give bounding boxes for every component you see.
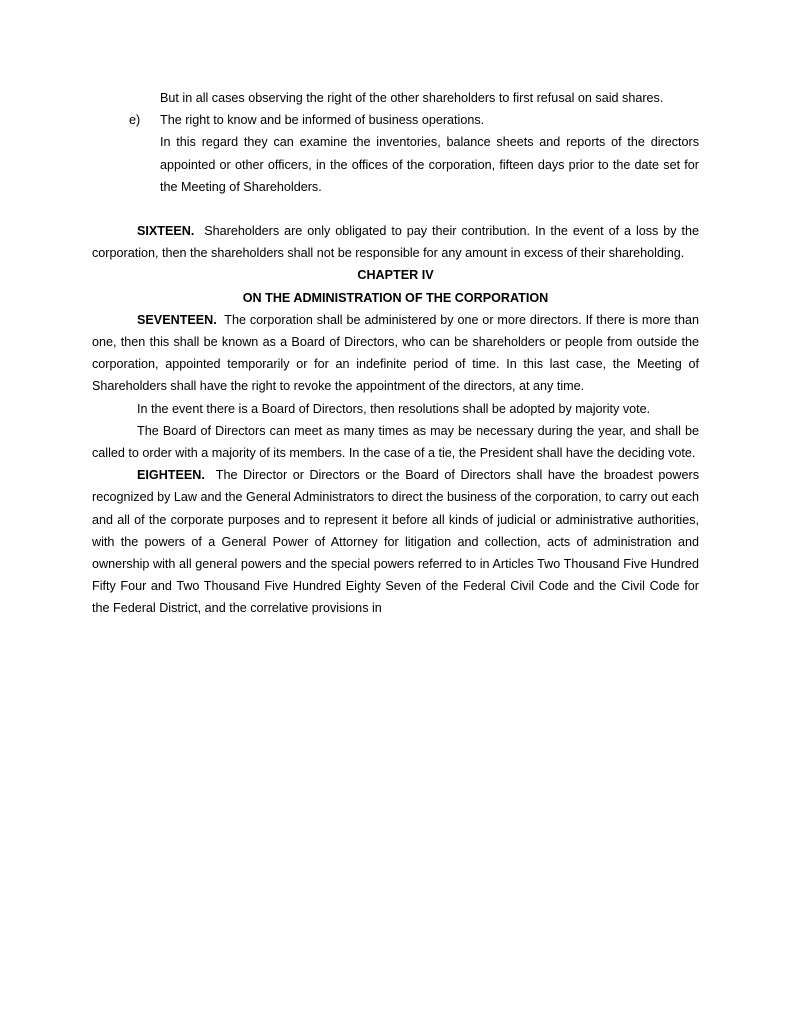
article-seventeen xyxy=(92,309,699,398)
document-body xyxy=(92,87,699,620)
list-item-text: The right to know and be informed of business operations. xyxy=(160,113,485,128)
article-text: The Director or Directors or the Board of Directors shall have the broadest powers recognized by Law and the General Administrators to direct the business of the corporation, to carry out each and all of the corporate purposes and to represent it before all kinds of judicial or administrative authorities, with the powers of a General Power of Attorney for litigation and collection, acts of administration and ownership with all general powers and the special powers referred to in Articles Two Thousand Five Hundred Fifty Four and Two Thousand Five Hundred Eighty Seven of the Federal Civil Code and the Civil Code for the Federal District, and the correlative provisions in xyxy=(92,468,699,616)
paragraph-board-meetings: The Board of Directors can meet as many times as may be necessary during the year, and shall be called to order with a majority of its members. In the case of a tie, the President shall have the deciding vote. xyxy=(92,423,699,461)
article-sixteen xyxy=(92,220,699,264)
chapter-title: CHAPTER IV xyxy=(357,268,434,283)
article-eighteen xyxy=(92,464,699,619)
paragraph-spacer xyxy=(92,198,699,220)
article-lead: EIGHTEEN. xyxy=(137,468,205,483)
article-lead: SIXTEEN. xyxy=(137,224,195,239)
list-item-e xyxy=(129,109,699,131)
article-text: The corporation shall be administered by one or more directors. If there is more than one, then this shall be known as a Board of Directors, who can be shareholders or people from outside the corporation, appointed temporarily or for an indefinite period of time. In this last case, the Meeting of Shareholders shall have the right to revoke the appointment of the directors, at any time. xyxy=(92,312,699,394)
article-text: Shareholders are only obligated to pay their contribution. In the event of a loss by the corporation, then the shareholders shall not be responsible for any amount in excess of their shareholding. xyxy=(92,224,700,261)
item-e-detail: In this regard they can examine the inventories, balance sheets and reports of the directors appointed or other officers, in the offices of the corporation, fifteen days prior to the date set for the Meeting of Shareholders. xyxy=(160,135,699,194)
article-lead: SEVENTEEN. xyxy=(137,312,217,327)
intro-line: But in all cases observing the right of the other shareholders to first refusal on said shares. xyxy=(160,91,664,105)
chapter-subtitle: ON THE ADMINISTRATION OF THE CORPORATION xyxy=(242,290,549,305)
paragraph-majority-vote: In the event there is a Board of Directors, then resolutions shall be adopted by majority vote. xyxy=(137,401,651,416)
list-marker: e) xyxy=(129,113,141,128)
